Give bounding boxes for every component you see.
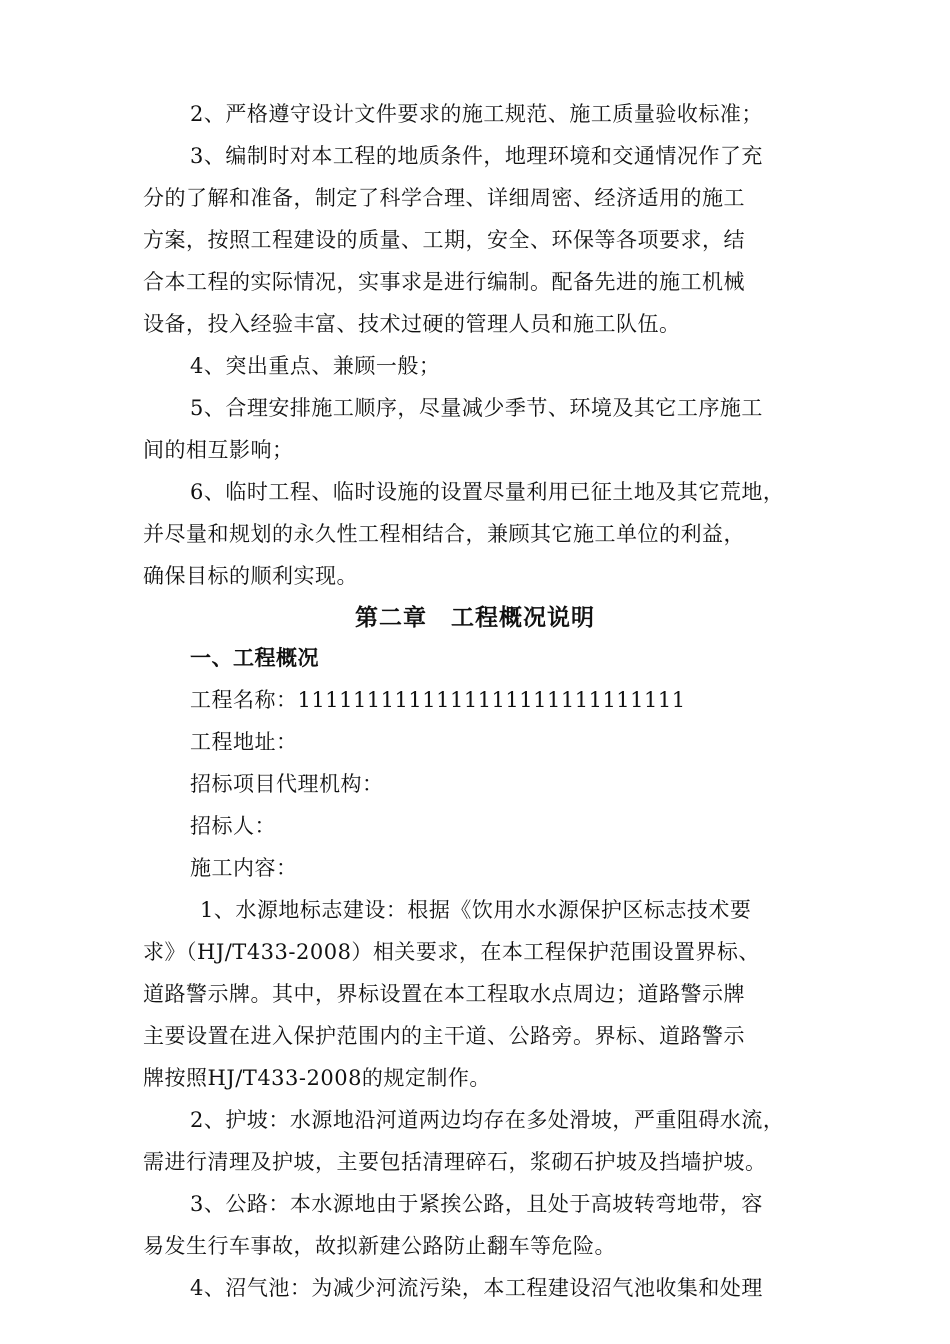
- item-2-line-1: [0, 1105, 950, 1135]
- text: 合本工程的实际情况，实事求是进行编制。配备先进的施工机械: [143, 270, 745, 294]
- content-label-line: [0, 853, 950, 883]
- paragraph-2-line-1: [0, 99, 950, 129]
- text: 6、临时工程、临时设施的设置尽量利用已征土地及其它荒地，: [190, 480, 785, 504]
- text: 招标人：: [190, 814, 276, 838]
- item-1-line-5: [0, 1063, 950, 1093]
- text: 4、沼气池：为减少河流污染，本工程建设沼气池收集和处理: [190, 1276, 763, 1300]
- item-1-line-3: [0, 979, 950, 1009]
- text: 牌按照HJ/T433-2008的规定制作。: [143, 1066, 491, 1090]
- text: 间的相互影响；: [143, 438, 294, 462]
- item-1-line-4: [0, 1021, 950, 1051]
- paragraph-5-line-1: [0, 393, 950, 423]
- text: 确保目标的顺利实现。: [143, 564, 358, 588]
- paragraph-3-line-2: [0, 183, 950, 213]
- item-1-line-2: [0, 937, 950, 967]
- text: 方案，按照工程建设的质量、工期，安全、环保等各项要求，结: [143, 228, 745, 252]
- paragraph-6-line-3: [0, 561, 950, 591]
- text: 3、公路：本水源地由于紧挨公路，且处于高坡转弯地带，容: [190, 1192, 763, 1216]
- text: 需进行清理及护坡，主要包括清理碎石，浆砌石护坡及挡墙护坡。: [143, 1150, 767, 1174]
- text: 4、突出重点、兼顾一般；: [190, 354, 441, 378]
- text: 施工内容：: [190, 856, 298, 880]
- tenderer-line: [0, 811, 950, 841]
- text: 分的了解和准备，制定了科学合理、详细周密、经济适用的施工: [143, 186, 745, 210]
- paragraph-3-line-3: [0, 225, 950, 255]
- paragraph-3-line-1: [0, 141, 950, 171]
- text: 道路警示牌。其中，界标设置在本工程取水点周边；道路警示牌: [143, 982, 745, 1006]
- text: 并尽量和规划的永久性工程相结合，兼顾其它施工单位的利益，: [143, 522, 745, 546]
- chapter-title: 第二章 工程概况说明: [355, 605, 595, 631]
- item-4-line-1: [0, 1273, 950, 1303]
- paragraph-5-line-2: [0, 435, 950, 465]
- paragraph-3-line-4: [0, 267, 950, 297]
- text: 设备，投入经验丰富、技术过硬的管理人员和施工队伍。: [143, 312, 681, 336]
- paragraph-6-line-1: [0, 477, 950, 507]
- text: 易发生行车事故，故拟新建公路防止翻车等危险。: [143, 1234, 616, 1258]
- agency-line: [0, 769, 950, 799]
- text: 招标项目代理机构：: [190, 772, 384, 796]
- text: 工程地址：: [190, 730, 298, 754]
- text: 2、护坡：水源地沿河道两边均存在多处滑坡，严重阻碍水流，: [190, 1108, 785, 1132]
- paragraph-3-line-5: [0, 309, 950, 339]
- text: 5、合理安排施工顺序，尽量减少季节、环境及其它工序施工: [190, 396, 763, 420]
- text: 3、编制时对本工程的地质条件，地理环境和交通情况作了充: [190, 144, 763, 168]
- text: 求》（HJ/T433-2008）相关要求，在本工程保护范围设置界标、: [143, 940, 760, 964]
- project-address-line: [0, 727, 950, 757]
- item-3-line-2: [0, 1231, 950, 1261]
- text: 工程名称：1111111111111111111111111111: [190, 688, 686, 712]
- section-title: 一、工程概况: [190, 646, 319, 670]
- text: 主要设置在进入保护范围内的主干道、公路旁。界标、道路警示: [143, 1024, 745, 1048]
- project-name-line: [0, 685, 950, 715]
- text: 1、水源地标志建设：根据《饮用水水源保护区标志技术要: [200, 898, 752, 922]
- item-1-line-1: [0, 895, 950, 925]
- item-3-line-1: [0, 1189, 950, 1219]
- text: 2、严格遵守设计文件要求的施工规范、施工质量验收标准；: [190, 102, 763, 126]
- paragraph-4-line-1: [0, 351, 950, 381]
- item-2-line-2: [0, 1147, 950, 1177]
- paragraph-6-line-2: [0, 519, 950, 549]
